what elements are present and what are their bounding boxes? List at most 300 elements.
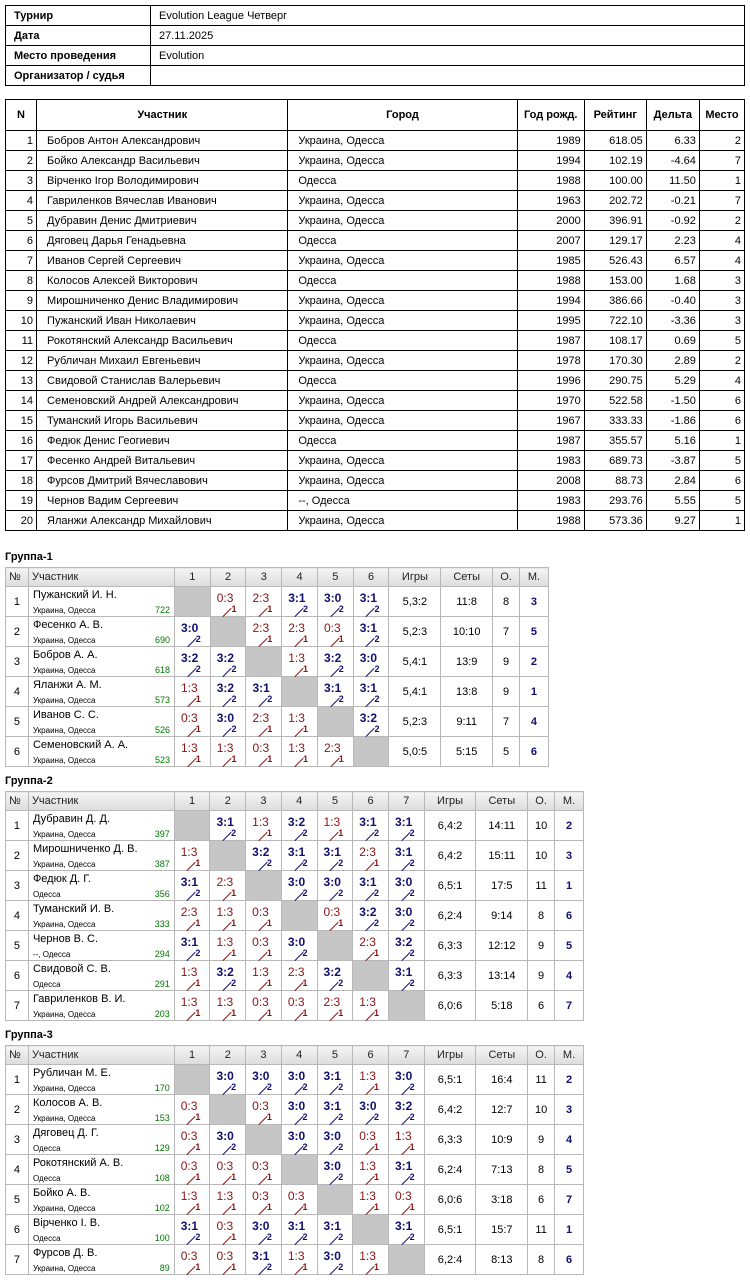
match-score-cell[interactable] <box>246 677 282 707</box>
match-points: 2 <box>409 1172 415 1182</box>
info-label: Турнир <box>6 6 151 26</box>
match-score-cell[interactable] <box>246 1065 282 1095</box>
match-score-cell[interactable] <box>281 991 317 1021</box>
participant-place: 7 <box>699 191 744 211</box>
match-score: 3:1 <box>394 815 413 829</box>
match-score: 3:2 <box>252 845 270 859</box>
match-score-cell[interactable] <box>210 707 246 737</box>
match-score-cell[interactable] <box>281 1185 317 1215</box>
match-score-cell[interactable] <box>388 841 424 871</box>
participant-delta: -4.64 <box>646 151 699 171</box>
match-score-cell[interactable] <box>282 587 318 617</box>
participant-place: 5 <box>699 331 744 351</box>
match-score-cell[interactable] <box>210 991 246 1021</box>
match-points: 1 <box>338 918 344 928</box>
match-score-cell[interactable] <box>388 1185 424 1215</box>
group-header-col-5: 5 <box>317 792 353 811</box>
match-score-cell[interactable] <box>281 871 317 901</box>
match-score-cell[interactable] <box>353 841 389 871</box>
player-city: Одесса <box>32 980 61 989</box>
match-score-cell[interactable] <box>174 707 210 737</box>
match-score-cell[interactable] <box>317 841 353 871</box>
participant-delta: -3.87 <box>646 451 699 471</box>
match-score-cell[interactable] <box>353 931 389 961</box>
participant-n: 6 <box>6 231 37 251</box>
match-score: 1:3 <box>359 1189 376 1203</box>
match-score-cell[interactable] <box>174 1185 210 1215</box>
match-score-cell[interactable] <box>353 617 389 647</box>
match-points: 2 <box>409 978 415 988</box>
participant-city: Украина, Одесса <box>288 211 517 231</box>
diagonal-cell <box>317 1185 353 1215</box>
match-score-cell[interactable] <box>388 1215 424 1245</box>
player-rating: 526 <box>154 725 170 735</box>
match-points: 1 <box>373 1262 379 1272</box>
match-score-cell[interactable] <box>282 617 318 647</box>
participant-name: Пужанский Иван Николаевич <box>37 311 288 331</box>
match-score: 0:3 <box>216 1159 234 1173</box>
match-score-cell[interactable] <box>246 1215 282 1245</box>
match-points: 2 <box>409 1082 415 1092</box>
match-score-cell[interactable] <box>210 1245 246 1275</box>
match-score: 1:3 <box>180 965 198 979</box>
match-score-cell[interactable] <box>388 961 424 991</box>
group-header-n: № <box>6 568 29 587</box>
match-score: 3:1 <box>394 845 413 859</box>
match-points: 1 <box>338 634 344 644</box>
match-score-cell[interactable] <box>281 1065 317 1095</box>
match-score-cell[interactable] <box>281 961 317 991</box>
diagonal-cell <box>317 707 353 737</box>
match-score: 0:3 <box>252 935 269 949</box>
match-score: 1:3 <box>180 845 198 859</box>
match-score-cell[interactable] <box>174 991 210 1021</box>
match-points: 2 <box>409 1232 415 1242</box>
match-score-cell[interactable] <box>210 1125 246 1155</box>
group-place: 4 <box>555 1125 584 1155</box>
match-points: 1 <box>302 724 308 734</box>
player-rating: 333 <box>154 919 170 929</box>
match-points: 2 <box>338 858 344 868</box>
match-points: 2 <box>409 1112 415 1122</box>
match-score-cell[interactable] <box>246 707 282 737</box>
group-sets: 13:9 <box>441 647 493 677</box>
match-score: 1:3 <box>288 741 305 755</box>
match-score-cell[interactable] <box>282 707 318 737</box>
group-row-n: 1 <box>6 811 29 841</box>
diagonal-cell <box>281 901 317 931</box>
match-score-cell[interactable] <box>353 811 389 841</box>
participant-n: 11 <box>6 331 37 351</box>
participant-year: 1988 <box>517 271 584 291</box>
match-score-cell[interactable] <box>317 587 353 617</box>
match-score: 0:3 <box>287 995 305 1009</box>
match-score: 3:1 <box>216 815 234 829</box>
match-score-cell[interactable] <box>246 1185 282 1215</box>
match-score-cell[interactable] <box>388 901 424 931</box>
match-score-cell[interactable] <box>282 737 318 767</box>
match-score-cell[interactable] <box>353 901 389 931</box>
participant-row <box>6 511 745 531</box>
group-header-n: № <box>6 792 29 811</box>
group-points: 11 <box>528 871 555 901</box>
participant-n: 3 <box>6 171 37 191</box>
group-sets: 7:13 <box>476 1155 528 1185</box>
match-score: 3:0 <box>323 875 341 889</box>
match-score-cell[interactable] <box>317 811 353 841</box>
match-score-cell[interactable] <box>246 991 282 1021</box>
match-score-cell[interactable] <box>317 737 353 767</box>
match-score-cell[interactable] <box>353 677 389 707</box>
match-score-cell[interactable] <box>353 1095 389 1125</box>
match-points: 1 <box>231 1232 237 1242</box>
participant-rating: 153.00 <box>584 271 646 291</box>
participant-name: Вірченко Ігор Володимирович <box>37 171 288 191</box>
match-points: 1 <box>373 858 379 868</box>
group-header-name: Участник <box>28 1046 174 1065</box>
match-points: 2 <box>409 918 415 928</box>
match-score: 3:0 <box>359 1099 377 1113</box>
group-row-n: 3 <box>6 871 29 901</box>
match-score-cell[interactable] <box>210 931 246 961</box>
match-score: 0:3 <box>287 1189 305 1203</box>
match-score: 3:1 <box>359 681 378 695</box>
header-delta: Дельта <box>646 100 699 131</box>
match-score-cell[interactable] <box>246 901 282 931</box>
match-score-cell[interactable] <box>174 961 210 991</box>
match-score-cell[interactable] <box>246 1095 282 1125</box>
group-row-n: 5 <box>6 707 29 737</box>
match-score: 2:3 <box>252 591 270 605</box>
player-rating: 102 <box>154 1203 170 1213</box>
match-score-cell[interactable] <box>317 901 353 931</box>
participant-n: 13 <box>6 371 37 391</box>
player-city: Одесса <box>32 1144 61 1153</box>
match-score: 1:3 <box>287 1249 305 1263</box>
match-score-cell[interactable] <box>210 961 246 991</box>
participant-rating: 618.05 <box>584 131 646 151</box>
match-score-cell[interactable] <box>174 1215 210 1245</box>
match-points: 2 <box>302 1232 308 1242</box>
match-score-cell[interactable] <box>353 1245 389 1275</box>
match-points: 2 <box>195 1232 201 1242</box>
match-score-cell[interactable] <box>353 1065 389 1095</box>
match-score: 3:0 <box>323 1249 341 1263</box>
diagonal-cell <box>353 737 389 767</box>
header-n: N <box>6 100 37 131</box>
group-row <box>6 587 549 617</box>
participant-n: 5 <box>6 211 37 231</box>
match-score-cell[interactable] <box>317 991 353 1021</box>
match-points: 2 <box>373 1112 379 1122</box>
diagonal-cell <box>210 1095 246 1125</box>
match-score-cell[interactable] <box>317 677 353 707</box>
group-points: 5 <box>493 737 520 767</box>
group-player-cell <box>28 931 174 961</box>
match-score-cell[interactable] <box>281 1215 317 1245</box>
participant-row <box>6 251 745 271</box>
match-score-cell[interactable] <box>317 1125 353 1155</box>
match-points: 2 <box>409 888 415 898</box>
group-place: 2 <box>555 1065 584 1095</box>
participant-year: 1987 <box>517 431 584 451</box>
participant-name: Фесенко Андрей Витальевич <box>37 451 288 471</box>
participant-city: Одесса <box>288 171 517 191</box>
match-score: 3:2 <box>216 651 235 665</box>
match-score: 3:1 <box>287 845 306 859</box>
match-points: 2 <box>302 948 308 958</box>
group-place: 6 <box>555 1245 584 1275</box>
participant-rating: 108.17 <box>584 331 646 351</box>
player-rating: 618 <box>154 665 170 675</box>
match-score-cell[interactable] <box>317 961 353 991</box>
match-points: 1 <box>266 1172 272 1182</box>
match-score: 0:3 <box>359 1129 376 1143</box>
match-score: 1:3 <box>180 681 198 695</box>
participant-name: Гавриленков Вячеслав Иванович <box>37 191 288 211</box>
match-points: 2 <box>374 634 380 644</box>
player-rating: 203 <box>154 1009 170 1019</box>
match-score: 3:2 <box>359 905 377 919</box>
group-header-col-2: 2 <box>210 792 246 811</box>
participant-name: Дубравин Денис Дмитриевич <box>37 211 288 231</box>
group-row <box>6 1155 584 1185</box>
match-score-cell[interactable] <box>388 931 424 961</box>
match-score-cell[interactable] <box>281 811 317 841</box>
info-value <box>151 66 745 86</box>
match-score: 3:0 <box>287 875 306 889</box>
match-score-cell[interactable] <box>353 871 389 901</box>
player-city: Украина, Одесса <box>32 830 96 839</box>
group-games: 6,3:3 <box>424 931 476 961</box>
match-score: 1:3 <box>180 995 198 1009</box>
match-points: 1 <box>266 828 272 838</box>
match-score-cell[interactable] <box>388 811 424 841</box>
match-score-cell[interactable] <box>317 647 353 677</box>
group-header-col-4: 4 <box>281 792 317 811</box>
group-points: 10 <box>528 841 555 871</box>
match-score-cell[interactable] <box>210 901 246 931</box>
participant-year: 1994 <box>517 291 584 311</box>
match-points: 2 <box>266 1082 272 1092</box>
match-score-cell[interactable] <box>282 647 318 677</box>
match-score-cell[interactable] <box>174 901 210 931</box>
match-score-cell[interactable] <box>210 811 246 841</box>
match-score-cell[interactable] <box>317 1215 353 1245</box>
match-score-cell[interactable] <box>353 1125 389 1155</box>
group-title: Группа-3 <box>5 1029 53 1041</box>
group-points: 10 <box>528 1095 555 1125</box>
group-row-n: 1 <box>6 587 29 617</box>
player-rating: 129 <box>154 1143 170 1153</box>
participant-delta: -0.92 <box>646 211 699 231</box>
match-points: 1 <box>373 1202 379 1212</box>
group-games: 6,2:4 <box>424 1155 476 1185</box>
group-header-games: Игры <box>424 792 476 811</box>
match-score-cell[interactable] <box>174 617 210 647</box>
match-score-cell[interactable] <box>246 931 282 961</box>
match-points: 1 <box>231 1202 237 1212</box>
player-city: --, Одесса <box>32 950 71 959</box>
match-points: 1 <box>302 664 308 674</box>
group-header-place: М. <box>555 1046 584 1065</box>
match-score: 0:3 <box>216 591 234 605</box>
match-score-cell[interactable] <box>281 931 317 961</box>
group-header-col-2: 2 <box>210 1046 246 1065</box>
player-city: Украина, Одесса <box>32 1010 96 1019</box>
player-name: Дяговец Д. Г. <box>32 1127 99 1139</box>
match-score-cell[interactable] <box>246 617 282 647</box>
match-score-cell[interactable] <box>174 1095 210 1125</box>
match-score-cell[interactable] <box>210 737 246 767</box>
match-score-cell[interactable] <box>246 737 282 767</box>
participant-name: Бобров Антон Александрович <box>37 131 288 151</box>
match-score-cell[interactable] <box>210 871 246 901</box>
match-score-cell[interactable] <box>174 931 210 961</box>
match-score-cell[interactable] <box>174 841 210 871</box>
diagonal-cell <box>388 1245 424 1275</box>
participant-row <box>6 171 745 191</box>
match-score: 0:3 <box>252 1159 269 1173</box>
match-score: 3:0 <box>216 1129 234 1143</box>
match-score-cell[interactable] <box>353 991 389 1021</box>
match-score-cell[interactable] <box>174 647 210 677</box>
player-city: Украина, Одесса <box>32 1084 96 1093</box>
player-name: Рокотянский А. В. <box>32 1157 124 1169</box>
match-score: 3:0 <box>323 1159 341 1173</box>
participant-row <box>6 431 745 451</box>
match-score-cell[interactable] <box>246 587 282 617</box>
participant-n: 12 <box>6 351 37 371</box>
match-score-cell[interactable] <box>317 617 353 647</box>
match-score-cell[interactable] <box>210 647 246 677</box>
match-score-cell[interactable] <box>174 1245 210 1275</box>
match-score-cell[interactable] <box>174 1155 210 1185</box>
participant-row <box>6 411 745 431</box>
match-score-cell[interactable] <box>174 1125 210 1155</box>
match-score-cell[interactable] <box>246 961 282 991</box>
group-sets: 9:14 <box>476 901 528 931</box>
match-score-cell[interactable] <box>317 1155 353 1185</box>
match-score-cell[interactable] <box>210 587 246 617</box>
match-score: 2:3 <box>252 711 270 725</box>
participant-city: Украина, Одесса <box>288 251 517 271</box>
group-games: 5,3:2 <box>389 587 441 617</box>
match-points: 1 <box>195 1008 201 1018</box>
match-score-cell[interactable] <box>317 1245 353 1275</box>
match-score-cell[interactable] <box>388 1095 424 1125</box>
group-games: 6,2:4 <box>424 1245 476 1275</box>
group-points: 8 <box>493 587 520 617</box>
participant-city: Одесса <box>288 331 517 351</box>
participant-city: Одесса <box>288 231 517 251</box>
match-score: 2:3 <box>323 741 341 755</box>
group-place: 4 <box>519 707 548 737</box>
match-score-cell[interactable] <box>388 1155 424 1185</box>
match-score-cell[interactable] <box>353 1185 389 1215</box>
match-score-cell[interactable] <box>210 1155 246 1185</box>
match-score-cell[interactable] <box>353 647 389 677</box>
match-score-cell[interactable] <box>246 1245 282 1275</box>
participant-place: 3 <box>699 311 744 331</box>
match-score: 3:2 <box>323 965 341 979</box>
match-score-cell[interactable] <box>353 707 389 737</box>
match-points: 2 <box>338 694 344 704</box>
match-score-cell[interactable] <box>174 737 210 767</box>
match-score-cell[interactable] <box>246 841 282 871</box>
match-points: 1 <box>195 1112 201 1122</box>
match-score-cell[interactable] <box>210 677 246 707</box>
group-player-cell <box>28 871 174 901</box>
participant-year: 1989 <box>517 131 584 151</box>
participant-rating: 333.33 <box>584 411 646 431</box>
match-score: 2:3 <box>359 935 376 949</box>
header-city: Город <box>288 100 517 131</box>
group-header-n: № <box>6 1046 29 1065</box>
match-score-cell[interactable] <box>317 1095 353 1125</box>
match-score-cell[interactable] <box>281 841 317 871</box>
match-score-cell[interactable] <box>174 677 210 707</box>
group-place: 1 <box>555 1215 584 1245</box>
match-points: 1 <box>267 604 273 614</box>
match-score: 2:3 <box>216 875 234 889</box>
match-score-cell[interactable] <box>246 811 282 841</box>
group-place: 3 <box>555 1095 584 1125</box>
match-points: 1 <box>373 1142 379 1152</box>
match-score-cell[interactable] <box>317 1065 353 1095</box>
match-score-cell[interactable] <box>317 871 353 901</box>
participants-table <box>5 99 745 531</box>
group-row <box>6 901 584 931</box>
match-score: 3:1 <box>288 591 306 605</box>
match-points: 1 <box>267 634 273 644</box>
match-score: 0:3 <box>323 621 341 635</box>
match-score-cell[interactable] <box>246 1155 282 1185</box>
group-header-col-1: 1 <box>174 568 210 587</box>
participant-city: Украина, Одесса <box>288 511 517 531</box>
group-sets: 15:11 <box>476 841 528 871</box>
group-player-cell <box>28 1155 174 1185</box>
match-score-cell[interactable] <box>210 1185 246 1215</box>
diagonal-cell <box>353 961 389 991</box>
participant-year: 2000 <box>517 211 584 231</box>
match-score-cell[interactable] <box>210 1215 246 1245</box>
group-games: 5,4:1 <box>389 647 441 677</box>
match-score-cell[interactable] <box>353 1155 389 1185</box>
match-score-cell[interactable] <box>388 1125 424 1155</box>
match-score-cell[interactable] <box>281 1125 317 1155</box>
match-score-cell[interactable] <box>388 1065 424 1095</box>
player-rating: 294 <box>154 949 170 959</box>
match-score-cell[interactable] <box>388 871 424 901</box>
participant-row <box>6 211 745 231</box>
participant-place: 7 <box>699 151 744 171</box>
match-score-cell[interactable] <box>281 1245 317 1275</box>
participant-name: Дяговец Дарья Генадьевна <box>37 231 288 251</box>
participant-delta: -1.50 <box>646 391 699 411</box>
match-score: 3:1 <box>359 815 377 829</box>
player-name: Иванов С. С. <box>32 709 99 721</box>
participant-rating: 290.75 <box>584 371 646 391</box>
match-score-cell[interactable] <box>174 871 210 901</box>
match-score-cell[interactable] <box>281 1095 317 1125</box>
participant-n: 9 <box>6 291 37 311</box>
match-score-cell[interactable] <box>353 587 389 617</box>
participant-city: Украина, Одесса <box>288 451 517 471</box>
group-row-n: 3 <box>6 1125 29 1155</box>
match-score-cell[interactable] <box>210 1065 246 1095</box>
group-points: 10 <box>528 811 555 841</box>
